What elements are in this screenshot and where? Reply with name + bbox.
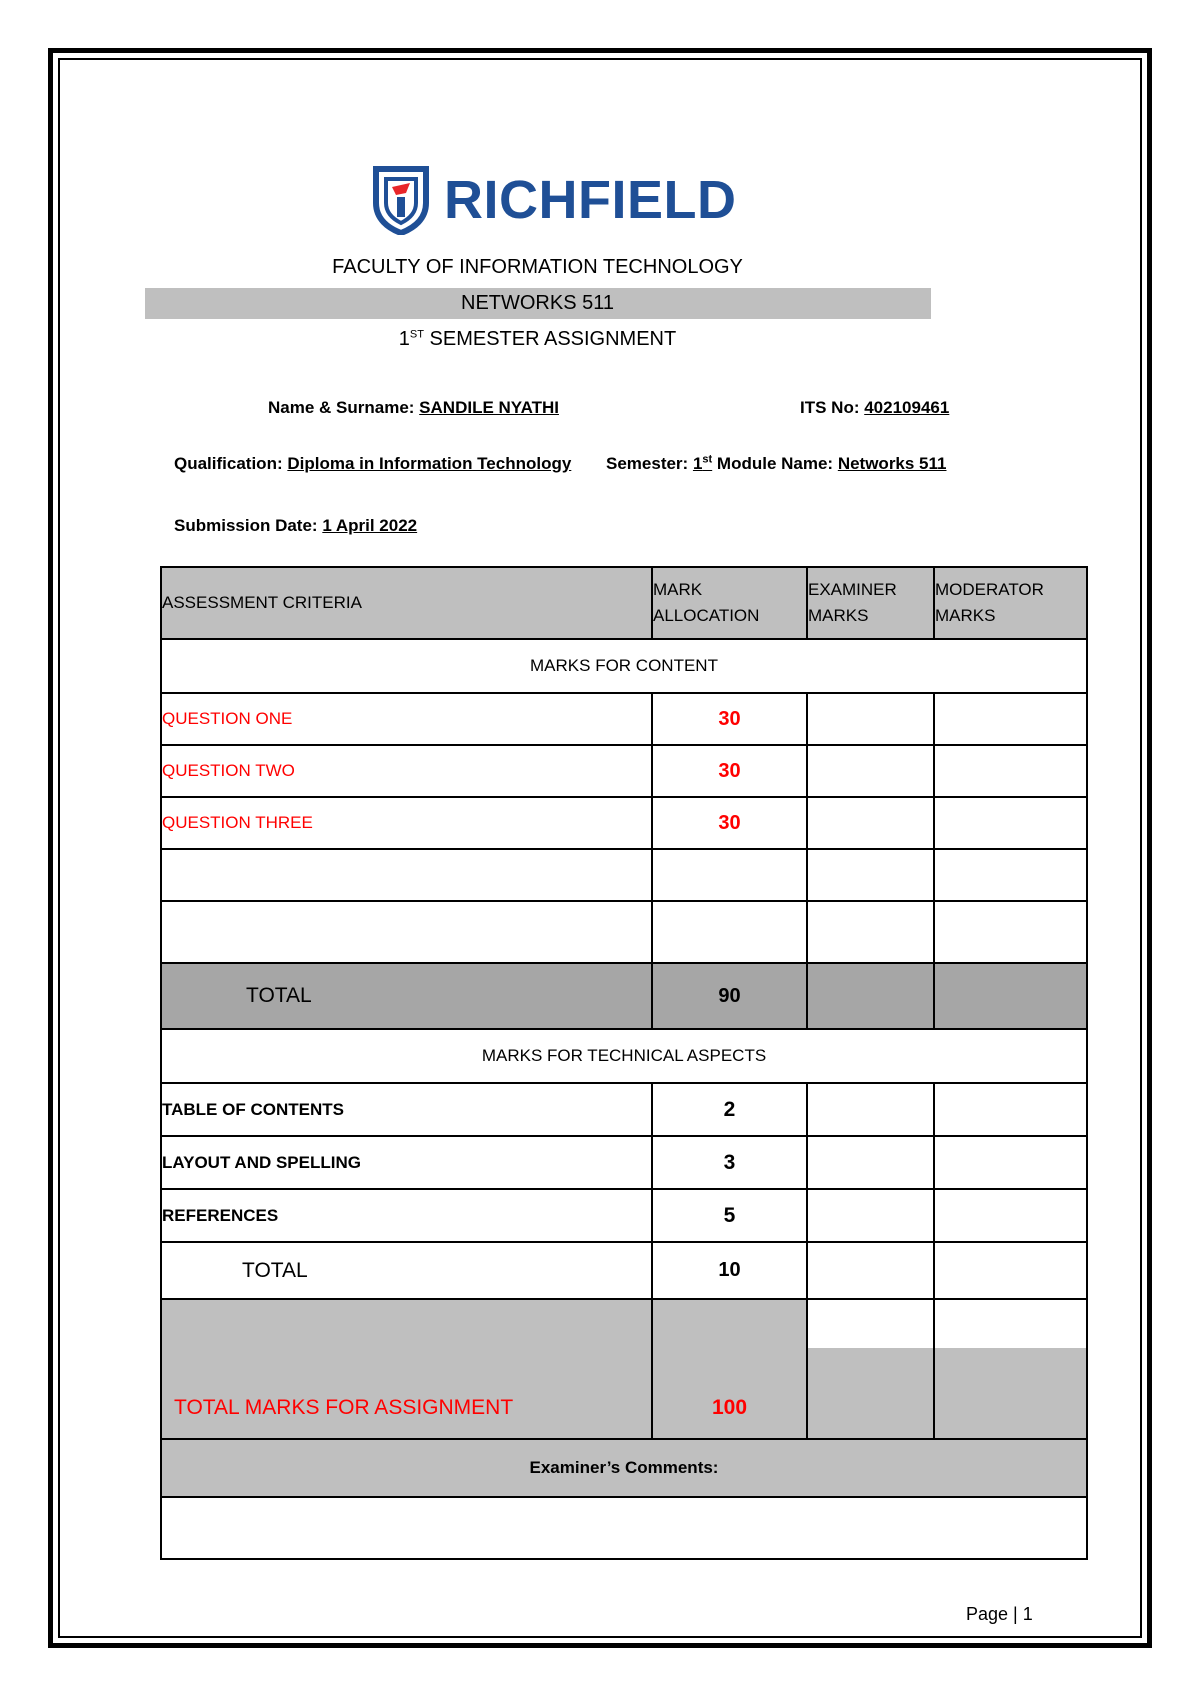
moderator-grand-cell[interactable]: [934, 1299, 1087, 1439]
student-name: Name & Surname: SANDILE NYATHI: [268, 398, 559, 417]
moderator-mark-cell[interactable]: [934, 693, 1087, 745]
question-marks: 30: [652, 693, 807, 745]
module-title: NETWORKS 511: [461, 292, 614, 314]
question-marks: 30: [652, 797, 807, 849]
header-criteria: ASSESSMENT CRITERIA: [161, 567, 652, 639]
table-header-row: [161, 567, 1087, 639]
richfield-logo: [372, 164, 736, 236]
technical-section-row: [161, 1029, 1087, 1083]
question-label: QUESTION ONE: [161, 693, 652, 745]
comments-header-row: [161, 1439, 1087, 1497]
table-row: [161, 1189, 1087, 1242]
moderator-total-cell[interactable]: [934, 963, 1087, 1029]
moderator-total-cell[interactable]: [934, 1242, 1087, 1299]
technical-marks: 5: [652, 1189, 807, 1242]
header-examiner-marks: EXAMINER MARKS: [807, 567, 934, 639]
technical-marks: 3: [652, 1136, 807, 1189]
its-number: ITS No: 402109461: [800, 398, 950, 417]
shield-logo-icon: [372, 165, 430, 235]
module-name-value: Networks 511: [837, 454, 947, 473]
header-moderator-marks: MODERATOR MARKS: [934, 567, 1087, 639]
grand-total-label: TOTAL MARKS FOR ASSIGNMENT: [161, 1299, 652, 1439]
table-row: [161, 745, 1087, 797]
examiner-mark-cell[interactable]: [807, 1083, 934, 1136]
student-name-value: SANDILE NYATHI: [419, 398, 559, 417]
its-number-value: 402109461: [864, 398, 950, 417]
content-section-title: MARKS FOR CONTENT: [161, 639, 1087, 693]
moderator-mark-cell[interactable]: [934, 797, 1087, 849]
submission-date: Submission Date: 1 April 2022: [174, 516, 418, 535]
page-number: Page | 1: [966, 1604, 1033, 1624]
examiner-mark-cell[interactable]: [807, 1136, 934, 1189]
examiner-mark-cell[interactable]: [807, 1189, 934, 1242]
technical-total-value: 10: [652, 1242, 807, 1299]
comments-row: [161, 1497, 1087, 1559]
technical-section-title: MARKS FOR TECHNICAL ASPECTS: [161, 1029, 1087, 1083]
submission-date-value: 1 April 2022: [322, 516, 418, 535]
comments-box[interactable]: [161, 1497, 1087, 1559]
content-total-value: 90: [652, 963, 807, 1029]
semester-module: Semester: 1st Module Name: Networks 511: [606, 453, 947, 473]
moderator-mark-cell[interactable]: [934, 745, 1087, 797]
examiner-mark-cell[interactable]: [807, 797, 934, 849]
qualification-value: Diploma in Information Technology: [287, 454, 572, 473]
examiner-total-cell[interactable]: [807, 1242, 934, 1299]
question-label: QUESTION TWO: [161, 745, 652, 797]
question-marks: 30: [652, 745, 807, 797]
examiner-mark-cell[interactable]: [807, 693, 934, 745]
moderator-mark-cell[interactable]: [934, 1083, 1087, 1136]
technical-total-row: [161, 1242, 1087, 1299]
grand-total-value: 100: [652, 1299, 807, 1439]
logo-wordmark: RICHFIELD: [444, 170, 737, 230]
table-row: [161, 1136, 1087, 1189]
technical-marks: 2: [652, 1083, 807, 1136]
header-mark-allocation: MARK ALLOCATION: [652, 567, 807, 639]
faculty-title: FACULTY OF INFORMATION TECHNOLOGY: [332, 256, 743, 278]
assessment-table: [160, 566, 1088, 1560]
content-total-row: [161, 963, 1087, 1029]
technical-label: LAYOUT AND SPELLING: [161, 1136, 652, 1189]
empty-row: [161, 901, 1087, 963]
comments-label: Examiner’s Comments:: [161, 1439, 1087, 1497]
grand-total-row: [161, 1299, 1087, 1439]
empty-row: [161, 849, 1087, 901]
table-row: [161, 693, 1087, 745]
table-row: [161, 797, 1087, 849]
examiner-mark-cell[interactable]: [807, 745, 934, 797]
technical-label: TABLE OF CONTENTS: [161, 1083, 652, 1136]
semester-title: 1ST SEMESTER ASSIGNMENT: [398, 328, 677, 350]
table-row: [161, 1083, 1087, 1136]
technical-total-label: TOTAL: [161, 1242, 652, 1299]
examiner-total-cell[interactable]: [807, 963, 934, 1029]
content-total-label: TOTAL: [161, 963, 652, 1029]
semester-value: 1st: [692, 453, 713, 473]
question-label: QUESTION THREE: [161, 797, 652, 849]
moderator-mark-cell[interactable]: [934, 1189, 1087, 1242]
qualification: Qualification: Diploma in Information Technology: [174, 454, 572, 473]
moderator-mark-cell[interactable]: [934, 1136, 1087, 1189]
content-section-row: [161, 639, 1087, 693]
examiner-grand-cell[interactable]: [807, 1299, 934, 1439]
technical-label: REFERENCES: [161, 1189, 652, 1242]
